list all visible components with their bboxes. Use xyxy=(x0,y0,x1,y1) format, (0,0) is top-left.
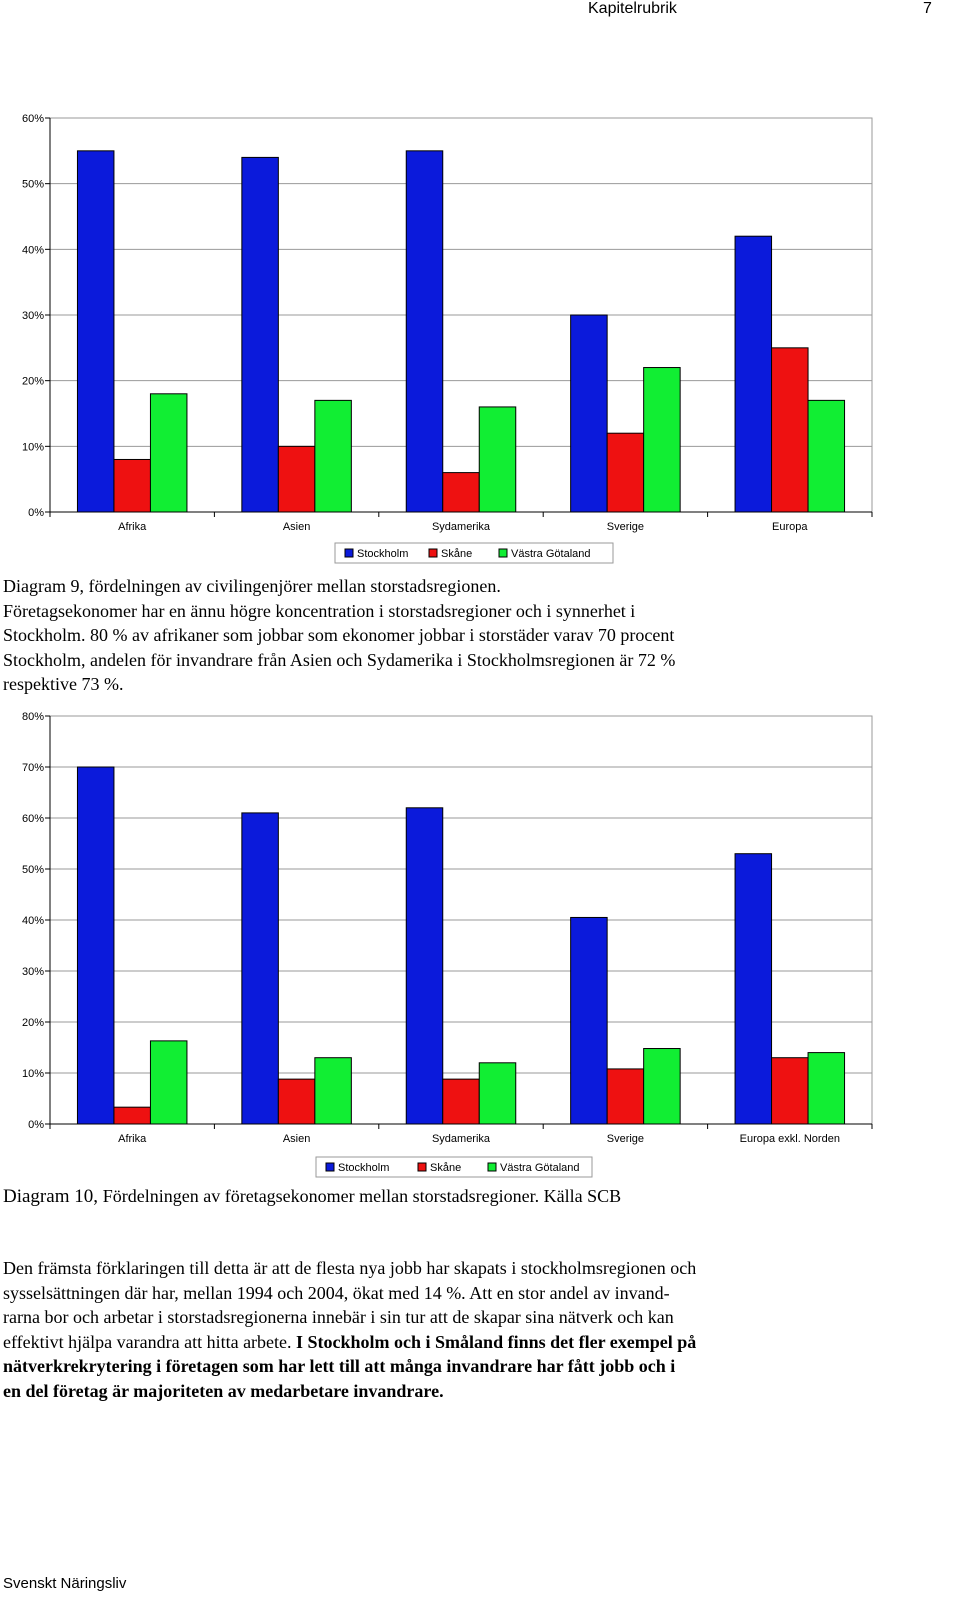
legend-label-skane: Skåne xyxy=(441,548,473,560)
y-tick-label: 70% xyxy=(21,762,44,774)
caption1-line: Stockholm. 80 % av afrikaner som jobbar som ekonomer jobbar i storstäder varav 70 procent xyxy=(3,625,675,645)
body-line xyxy=(3,1379,943,1404)
bar-stockholm-4 xyxy=(571,315,608,512)
y-tick-label: 60% xyxy=(21,113,44,125)
bar-stockholm-2 xyxy=(242,157,279,512)
body-line xyxy=(3,1330,943,1355)
bar-stockholm-3 xyxy=(406,808,443,1124)
caption1-line: respektive 73 %. xyxy=(3,674,124,694)
bar-stockholm-4 xyxy=(571,917,608,1124)
x-tick-label: Europa xyxy=(772,521,808,533)
x-tick-label: Sydamerika xyxy=(431,1133,491,1145)
body-paragraph xyxy=(3,1256,943,1403)
legend-label-stockholm: Stockholm xyxy=(338,1162,390,1174)
x-tick-label: Europa exkl. Norden xyxy=(739,1133,840,1145)
body-line: sysselsättningen där har, mellan 1994 och 2004, ökat med 14 %. Att en stor andel av invand- xyxy=(3,1282,670,1303)
y-tick-label: 0% xyxy=(28,507,44,519)
caption-diagram-10 xyxy=(3,1186,621,1208)
bar-skane-4 xyxy=(607,1069,644,1124)
caption2-text: Fördelningen av företagsekonomer mellan storstadsregioner. Källa SCB xyxy=(102,1186,622,1206)
bar-skane-2 xyxy=(278,446,315,512)
legend-swatch-vastra_gotaland xyxy=(488,1163,496,1171)
y-tick-label: 50% xyxy=(21,178,44,191)
bar-vastra_gotaland-5 xyxy=(808,400,845,512)
y-tick-label: 40% xyxy=(21,244,44,257)
y-tick-label: 80% xyxy=(21,711,44,723)
y-tick-label: 10% xyxy=(21,1068,44,1080)
bar-skane-3 xyxy=(443,473,480,512)
bar-vastra_gotaland-3 xyxy=(479,407,516,512)
body-line4-normal: effektivt hjälpa varandra att hitta arbete. xyxy=(3,1331,297,1352)
legend-label-vastra_gotaland: Västra Götaland xyxy=(500,1162,580,1174)
bar-stockholm-5 xyxy=(735,854,772,1124)
caption1-line: Diagram 9, fördelningen av civilingenjörer mellan storstadsregionen. xyxy=(3,576,501,596)
bar-skane-1 xyxy=(114,1107,151,1124)
x-tick-label: Afrika xyxy=(118,521,147,533)
bar-skane-5 xyxy=(772,1058,809,1124)
y-tick-label: 0% xyxy=(28,1119,44,1131)
bar-vastra_gotaland-1 xyxy=(150,394,187,512)
x-tick-label: Sydamerika xyxy=(431,521,491,533)
x-tick-label: Sverige xyxy=(606,521,645,533)
x-tick-label: Asien xyxy=(282,521,311,533)
caption1-line: Stockholm, andelen för invandrare från Asien och Sydamerika i Stockholmsregionen är 72 % xyxy=(3,649,676,670)
bar-skane-2 xyxy=(278,1079,315,1124)
y-tick-label: 30% xyxy=(21,966,44,978)
y-tick-label: 60% xyxy=(21,813,44,825)
footer-text: Svenskt Näringsliv xyxy=(3,1575,127,1592)
bar-skane-1 xyxy=(114,459,151,512)
y-tick-label: 10% xyxy=(21,441,44,454)
bar-stockholm-1 xyxy=(77,151,114,512)
legend-swatch-skane xyxy=(429,549,437,557)
x-tick-label: Afrika xyxy=(118,1133,147,1145)
bar-skane-4 xyxy=(607,433,644,512)
legend-swatch-vastra_gotaland xyxy=(499,549,507,557)
bar-stockholm-3 xyxy=(406,151,443,512)
bar-vastra_gotaland-2 xyxy=(315,1058,352,1124)
page-header xyxy=(0,0,960,20)
caption-diagram-9 xyxy=(3,574,943,697)
bar-vastra_gotaland-4 xyxy=(644,1049,681,1124)
legend-swatch-stockholm xyxy=(345,549,353,557)
bar-vastra_gotaland-5 xyxy=(808,1053,845,1124)
legend-label-skane: Skåne xyxy=(430,1162,462,1174)
body-line4-bold: I Stockholm och i Småland finns det fler exempel på xyxy=(296,1331,697,1352)
x-tick-label: Sverige xyxy=(606,1133,645,1145)
bar-vastra_gotaland-3 xyxy=(479,1063,516,1124)
legend-label-vastra_gotaland: Västra Götaland xyxy=(511,548,591,560)
body-line: rarna bor och arbetar i storstadsregionerna innebär i sin tur att de skapar sina nätverk och kan xyxy=(3,1307,674,1327)
body-bold-line: en del företag är majoriteten av medarbetare invandrare. xyxy=(3,1380,444,1401)
body-line: Den främsta förklaringen till detta är att de flesta nya jobb har skapats i stockholmsregionen och xyxy=(3,1258,697,1278)
legend-swatch-skane xyxy=(418,1163,426,1171)
y-tick-label: 30% xyxy=(21,310,44,322)
x-tick-label: Asien xyxy=(282,1133,311,1145)
body-line xyxy=(3,1354,943,1379)
legend-label-stockholm: Stockholm xyxy=(357,548,409,560)
y-tick-label: 50% xyxy=(21,864,44,876)
caption2-prefix: Diagram 10, xyxy=(3,1186,103,1207)
bar-skane-5 xyxy=(772,348,809,512)
y-tick-label: 20% xyxy=(21,375,44,388)
bar-skane-3 xyxy=(443,1079,480,1124)
chart-diagram-9 xyxy=(0,100,960,570)
bar-vastra_gotaland-1 xyxy=(150,1041,187,1124)
caption1-line: Företagsekonomer har en ännu högre koncentration i storstadsregioner och i synnerhet i xyxy=(3,600,636,621)
bar-stockholm-5 xyxy=(735,236,772,512)
y-tick-label: 40% xyxy=(21,915,44,927)
bar-stockholm-1 xyxy=(77,767,114,1124)
header-title: Kapitelrubrik xyxy=(588,0,677,17)
body-bold-line: nätverkrekrytering i företagen som har lett till att många invandrare har fått jobb och i xyxy=(3,1356,676,1376)
legend-swatch-stockholm xyxy=(326,1163,334,1171)
legend xyxy=(316,1157,592,1177)
page-number: 7 xyxy=(923,0,932,17)
y-tick-label: 20% xyxy=(21,1017,44,1029)
bar-vastra_gotaland-4 xyxy=(644,368,681,512)
bar-vastra_gotaland-2 xyxy=(315,400,352,512)
bar-stockholm-2 xyxy=(242,813,279,1124)
legend xyxy=(335,543,613,563)
chart-diagram-10 xyxy=(0,700,960,1185)
